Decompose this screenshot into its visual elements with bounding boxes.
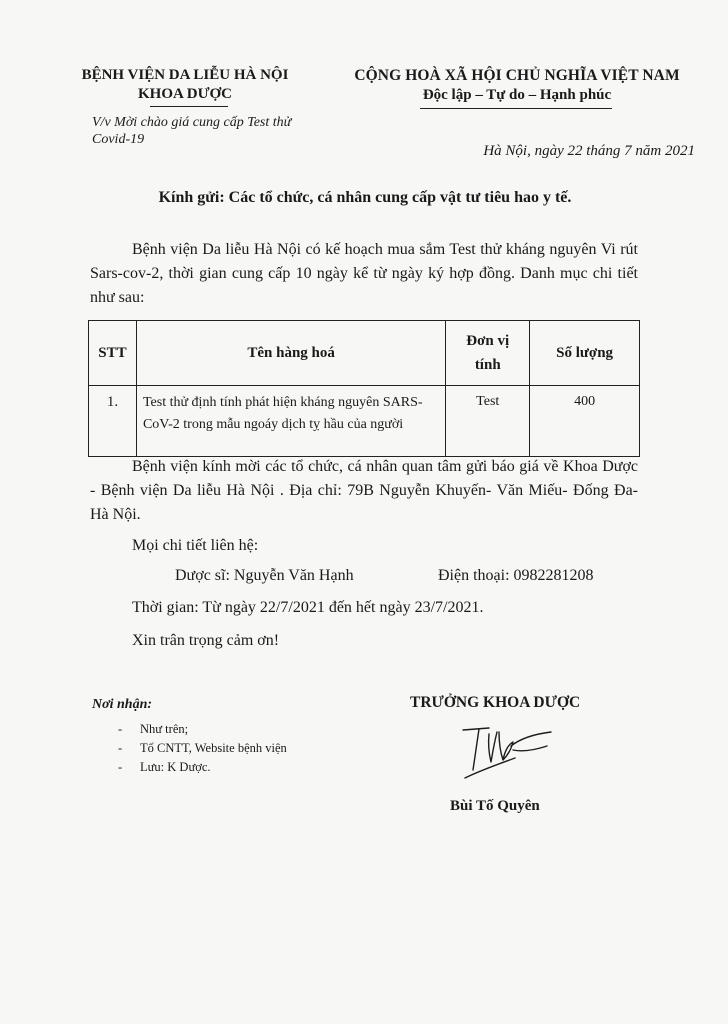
recipient-text: Lưu: K Dược. [140,760,211,774]
header-unit-line-2: tính [474,357,501,373]
cell-item-name: Test thử định tính phát hiện kháng nguyên SARS-CoV-2 trong mẫu ngoáy dịch tỵ hầu của người [136,386,445,457]
recipients-list [118,720,287,777]
subject-line [92,114,352,148]
cell-quantity: 400 [530,386,640,457]
national-motto: Độc lập – Tự do – Hạnh phúc [422,87,612,103]
handwritten-signature [455,720,565,784]
list-dash: - [118,722,123,736]
department-underline [150,106,228,107]
recipient-text: Như trên; [140,722,189,736]
motto-underline [420,108,612,109]
list-dash: - [118,741,123,755]
list-item [118,720,287,739]
subject-line-2: Covid-19 [92,132,145,147]
subject-line-1: V/v Mời chào giá cung cấp Test thử [92,115,292,130]
invitation-paragraph: Bệnh viện kính mời các tổ chức, cá nhân quan tâm gửi báo giá về Khoa Dược - Bệnh viện Da liễu Hà Nội . Địa chỉ: 79B Nguyễn Khuyến- Văn Miếu- Đống Đa- Hà Nội. [90,458,638,523]
cell-stt: 1. [89,386,137,457]
list-item [118,739,287,758]
greeting: Kính gửi: Các tổ chức, cá nhân cung cấp vật tư tiêu hao y tế. [158,189,572,206]
header-quantity: Số lượng [530,321,640,386]
nation-name: CỘNG HOÀ XÃ HỘI CHỦ NGHĨA VIỆT NAM [354,67,680,84]
list-dash: - [118,760,123,774]
contact-lead: Mọi chi tiết liên hệ: [132,537,259,554]
cell-unit: Test [446,386,530,457]
goods-table [88,320,640,457]
table-header-row [89,321,640,386]
place-date: Hà Nội, ngày 22 tháng 7 năm 2021 [483,143,695,159]
closing-thanks: Xin trân trọng cảm ơn! [132,632,280,649]
list-item [118,758,287,777]
hospital-name: BỆNH VIỆN DA LIỄU HÀ NỘI [81,67,289,83]
signatory-title: TRƯỞNG KHOA DƯỢC [410,694,581,711]
signatory-name: Bùi Tố Quyên [450,798,540,814]
contact-pharmacist: Dược sĩ: Nguyễn Văn Hạnh [175,567,354,584]
recipients-title: Nơi nhận: [92,697,153,712]
header-unit-line-1: Đơn vị [466,333,510,349]
contact-phone: Điện thoại: 0982281208 [438,567,594,584]
time-period: Thời gian: Từ ngày 22/7/2021 đến hết ngày 23/7/2021. [132,599,484,616]
header-item-name: Tên hàng hoá [136,321,445,386]
intro-paragraph: Bệnh viện Da liễu Hà Nội có kế hoạch mua sắm Test thử kháng nguyên Vi rút Sars-cov-2, thời gian cung cấp 10 ngày kể từ ngày ký hợp đồng. Danh mục chi tiết như sau: [90,241,638,306]
organization-header [70,66,300,104]
recipient-text: Tổ CNTT, Website bệnh viện [140,741,287,755]
department-name: KHOA DƯỢC [137,86,233,102]
header-stt: STT [89,321,137,386]
header-unit [446,321,530,386]
national-header [352,66,682,105]
table-row [89,386,640,457]
